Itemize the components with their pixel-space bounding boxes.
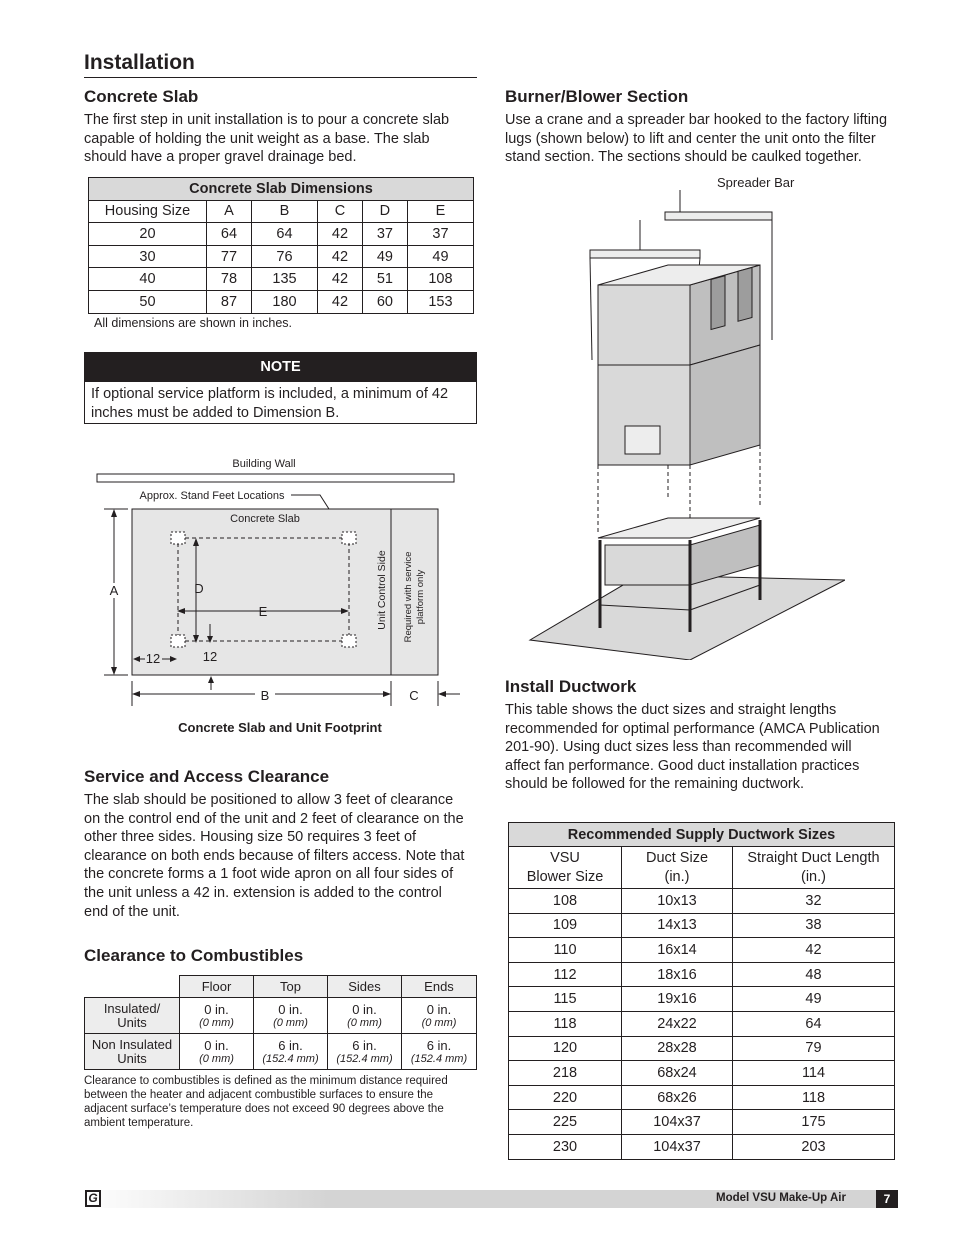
- table-cell: 78: [207, 268, 252, 291]
- stand-foot: [342, 532, 356, 544]
- table-cell: 10x13: [622, 889, 733, 914]
- table-cell: 19x16: [622, 987, 733, 1012]
- stand-foot: [342, 635, 356, 647]
- table-cell: [254, 1034, 328, 1070]
- cell-value: 6 in.: [352, 1038, 377, 1053]
- blank-corner: [85, 976, 180, 998]
- slab-edge-arrowhead: [208, 676, 214, 683]
- table-row: [509, 889, 895, 914]
- filter-stand-front: [605, 545, 690, 585]
- table-row: [509, 913, 895, 938]
- table-cell: 42: [318, 223, 363, 246]
- column-header: [733, 847, 895, 889]
- burner-heading: Burner/Blower Section: [505, 87, 689, 106]
- table-cell: 118: [509, 1011, 622, 1036]
- table-cell: 104x37: [622, 1110, 733, 1135]
- table-cell: 108: [509, 889, 622, 914]
- table-cell: 79: [733, 1036, 895, 1061]
- table-cell: 49: [362, 245, 407, 268]
- table-header-row: [89, 200, 474, 223]
- b-arrowhead: [383, 691, 391, 697]
- header-line: Straight Duct Length: [747, 849, 880, 866]
- footprint-caption: Concrete Slab and Unit Footprint: [178, 720, 382, 735]
- column-header: C: [318, 200, 363, 223]
- table-row: [509, 1134, 895, 1159]
- twelve-left-label: 12: [145, 651, 161, 666]
- burner-body: Use a crane and a spreader bar hooked to the factory lifting lugs (shown below) to lift and center the unit onto the filter stand section. The sections should be caulked together.: [505, 112, 888, 166]
- table-cell: [402, 998, 477, 1034]
- table-cell: [180, 998, 254, 1034]
- cell-metric: (0 mm): [199, 1017, 234, 1029]
- table-cell: 16x14: [622, 938, 733, 963]
- row-label-line: Insulated/: [103, 1000, 161, 1016]
- cell-value: 6 in.: [426, 1038, 452, 1053]
- table-cell: 115: [509, 987, 622, 1012]
- table-cell: 51: [362, 268, 407, 291]
- table-cell: 49: [733, 987, 895, 1012]
- c-arrowhead: [438, 691, 446, 697]
- table-cell: 203: [733, 1134, 895, 1159]
- ductwork-heading: Install Ductwork: [505, 677, 637, 696]
- table-cell: 220: [509, 1085, 622, 1110]
- table-cell: 18x16: [622, 962, 733, 987]
- table-row: [509, 938, 895, 963]
- cell-metric: (0 mm): [273, 1017, 308, 1029]
- column-header: D: [362, 200, 407, 223]
- table-row: [89, 223, 474, 246]
- table-title: Recommended Supply Ductwork Sizes: [509, 823, 895, 847]
- table-cell: 110: [509, 938, 622, 963]
- table-row: [509, 1110, 895, 1135]
- unit-front-upper: [598, 285, 690, 365]
- table-row: [509, 1011, 895, 1036]
- building-wall: [97, 474, 454, 482]
- table-cell: 114: [733, 1061, 895, 1086]
- column-header: Housing Size: [89, 200, 207, 223]
- table-cell: 153: [407, 290, 473, 313]
- spreader-bar-label: Spreader Bar: [717, 175, 795, 190]
- concrete-slab-body: The first step in unit installation is to pour a concrete slab capable of holding the unit weight as a base. The slab should have a proper gravel drainage bed.: [84, 112, 450, 166]
- combustibles-heading: Clearance to Combustibles: [84, 946, 304, 965]
- page-number: 7: [876, 1190, 898, 1208]
- table-cell: 37: [407, 223, 473, 246]
- row-label-line: Non Insulated: [91, 1036, 173, 1052]
- row-label: [85, 1034, 180, 1070]
- unit-access-panel: [625, 426, 660, 454]
- company-logo-icon: G: [85, 1190, 101, 1207]
- table-title: Concrete Slab Dimensions: [89, 178, 474, 201]
- concrete-slab-table: [88, 177, 474, 314]
- table-cell: 68x26: [622, 1085, 733, 1110]
- table-row: [85, 1034, 477, 1070]
- cell-value: 0 in.: [278, 1002, 303, 1017]
- column-header: B: [251, 200, 317, 223]
- header-line: (in.): [801, 868, 826, 885]
- table-cell: 28x28: [622, 1036, 733, 1061]
- twelve-bottom-label: 12: [202, 649, 218, 664]
- table-cell: 175: [733, 1110, 895, 1135]
- c-label: C: [409, 688, 419, 703]
- table-cell: 14x13: [622, 913, 733, 938]
- table-cell: 64: [733, 1011, 895, 1036]
- table-row: [509, 987, 895, 1012]
- table-cell: [402, 1034, 477, 1070]
- cell-metric: (0 mm): [199, 1053, 234, 1065]
- service-platform-label-2: platform only: [415, 569, 426, 625]
- header-line: Blower Size: [526, 868, 604, 885]
- table-cell: 112: [509, 962, 622, 987]
- table-cell: 30: [89, 245, 207, 268]
- column-header: Floor: [180, 976, 254, 998]
- column-header: Top: [254, 976, 328, 998]
- column-header: A: [207, 200, 252, 223]
- table-row: [89, 268, 474, 291]
- table-cell: 60: [362, 290, 407, 313]
- header-line: (in.): [664, 868, 690, 885]
- cell-metric: (152.4 mm): [410, 1053, 468, 1065]
- table-cell: 109: [509, 913, 622, 938]
- service-clearance-heading: Service and Access Clearance: [84, 767, 330, 786]
- cell-metric: (152.4 mm): [336, 1053, 393, 1065]
- stand-foot: [171, 532, 185, 544]
- table-row: [509, 1036, 895, 1061]
- a-label: A: [109, 583, 119, 598]
- spreader-bar-leader: [680, 190, 713, 212]
- table-cell: 76: [251, 245, 317, 268]
- cell-value: 0 in.: [352, 1002, 377, 1017]
- table-cell: 118: [733, 1085, 895, 1110]
- row-label-line: Units: [117, 1050, 147, 1066]
- service-clearance-body: The slab should be positioned to allow 3 feet of clearance on the control end of the unit and 2 feet of clearance on the other three sides. Housing size 50 requires 3 feet of clearance on both ends because of filters access. Note that the concrete forms a 1 foot wide apron on all four sides of the unit unless a 42 in. extension is added to the control end of the unit.: [84, 792, 465, 920]
- ductwork-body: This table shows the duct sizes and straight lengths recommended for optimal performance (AMCA Publication 201-90). Using duct sizes less than recommended will affect fan performance. Good duct installation practices should be followed for the remaining ductwork.: [505, 702, 880, 793]
- unit-control-side-label: Unit Control Side: [376, 550, 388, 630]
- lifting-illustration: [525, 190, 845, 660]
- table-cell: 87: [207, 290, 252, 313]
- table-cell: 32: [733, 889, 895, 914]
- stand-foot: [171, 635, 185, 647]
- cell-metric: (0 mm): [347, 1017, 382, 1029]
- table-cell: [254, 998, 328, 1034]
- slab-table-footnote: All dimensions are shown in inches.: [94, 316, 293, 330]
- spreader-bar: [665, 212, 772, 220]
- a-arrowhead: [111, 667, 117, 675]
- table-row: [509, 962, 895, 987]
- e-label: E: [258, 604, 268, 619]
- note-box: [84, 352, 477, 424]
- table-cell: 40: [89, 268, 207, 291]
- building-wall-label: Building Wall: [232, 458, 296, 470]
- unit-side-lower: [690, 345, 760, 465]
- row-label: [85, 998, 180, 1034]
- table-cell: 49: [407, 245, 473, 268]
- table-cell: 38: [733, 913, 895, 938]
- column-header: [622, 847, 733, 889]
- cell-metric: (0 mm): [421, 1017, 457, 1029]
- combustibles-footnote: Clearance to combustibles is defined as the minimum distance required between the heater and adjacent combustible surfaces to ensure the adjacent surface’s temperature does not exceed 90 degrees above the ambient temperature.: [84, 1075, 448, 1129]
- slab-footprint-diagram: [84, 450, 477, 740]
- concrete-slab-heading: Concrete Slab: [84, 87, 199, 106]
- table-cell: 42: [318, 245, 363, 268]
- stand-feet-label: Approx. Stand Feet Locations: [139, 490, 285, 502]
- table-cell: 20: [89, 223, 207, 246]
- header-line: VSU: [550, 849, 580, 866]
- table-cell: 218: [509, 1061, 622, 1086]
- footer-model: Model VSU Make-Up Air: [716, 1192, 846, 1204]
- table-cell: 180: [251, 290, 317, 313]
- table-cell: 104x37: [622, 1134, 733, 1159]
- cell-value: 0 in.: [204, 1038, 229, 1053]
- table-cell: 68x24: [622, 1061, 733, 1086]
- table-cell: 225: [509, 1110, 622, 1135]
- table-cell: 230: [509, 1134, 622, 1159]
- table-header-row: [509, 847, 895, 889]
- spreader-bar-lower: [590, 250, 700, 258]
- table-cell: 108: [407, 268, 473, 291]
- table-cell: 77: [207, 245, 252, 268]
- cell-value: 6 in.: [278, 1038, 303, 1053]
- a-arrowhead: [111, 509, 117, 517]
- d-label: D: [194, 581, 204, 596]
- table-cell: 37: [362, 223, 407, 246]
- table-cell: 64: [251, 223, 317, 246]
- table-cell: 50: [89, 290, 207, 313]
- table-cell: 135: [251, 268, 317, 291]
- unit-door: [738, 268, 752, 322]
- header-line: Duct Size: [645, 849, 709, 866]
- note-body: If optional service platform is included, a minimum of 42 inches must be added to Dimension B.: [91, 386, 449, 421]
- cell-metric: (152.4 mm): [262, 1053, 319, 1065]
- combustibles-table: [84, 975, 477, 1070]
- cell-value: 0 in.: [426, 1002, 452, 1017]
- service-platform-label-1: Required with service: [403, 551, 414, 643]
- note-title: NOTE: [85, 353, 476, 382]
- title-rule: [84, 77, 477, 78]
- table-row: [89, 245, 474, 268]
- table-row: [89, 290, 474, 313]
- table-cell: 64: [207, 223, 252, 246]
- lifting-cable: [590, 258, 592, 360]
- ductwork-table: [508, 822, 895, 1160]
- table-row: [509, 1085, 895, 1110]
- table-cell: 42: [733, 938, 895, 963]
- table-cell: 120: [509, 1036, 622, 1061]
- cell-value: 0 in.: [204, 1002, 229, 1017]
- b-arrowhead: [132, 691, 140, 697]
- table-header-row: [85, 976, 477, 998]
- table-row: [85, 998, 477, 1034]
- b-label: B: [260, 688, 270, 703]
- table-cell: 42: [318, 290, 363, 313]
- unit-door: [711, 276, 725, 330]
- table-row: [509, 1061, 895, 1086]
- ground-pad: [530, 575, 845, 660]
- column-header: E: [407, 200, 473, 223]
- table-cell: [180, 1034, 254, 1070]
- table-cell: [328, 1034, 402, 1070]
- table-cell: [328, 998, 402, 1034]
- table-cell: 48: [733, 962, 895, 987]
- table-cell: 24x22: [622, 1011, 733, 1036]
- table-cell: 42: [318, 268, 363, 291]
- row-label-line: Units: [117, 1014, 147, 1030]
- column-header: Sides: [328, 976, 402, 998]
- concrete-slab-label: Concrete Slab: [230, 513, 300, 525]
- column-header: [509, 847, 622, 889]
- page-title: Installation: [84, 51, 195, 74]
- column-header: Ends: [402, 976, 477, 998]
